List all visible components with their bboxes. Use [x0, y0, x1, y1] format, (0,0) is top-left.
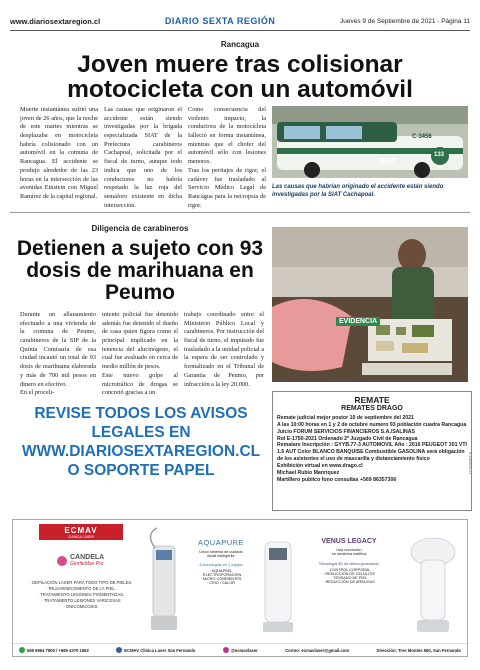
plate-text: C-3456 — [412, 134, 432, 140]
candela-logo: CANDELA GentleMax Pro — [57, 554, 104, 567]
article2-kicker: Diligencia de carabineros — [91, 224, 189, 233]
address: Dirección: Tres Montes 560, San Fernando — [376, 647, 461, 653]
site-url[interactable]: www.diariosextaregion.cl — [10, 16, 101, 26]
article2-col1: Durante un allanamiento efectuado a una vivienda de la comuna de Peumo, carabineros de la SIP de la Quinta Comisaría de esa ciudad incautó un total de 93 dosis de marihuana elaborada y más de 700 mil pesos en dinero en efectivo. En el proceli- — [20, 311, 96, 397]
remate-title: REMATE — [354, 395, 390, 405]
instagram-icon — [223, 647, 229, 653]
issue-date: Jueves 9 de Septiembre de 2021 - Página 11 — [340, 17, 470, 25]
whatsapp-contact[interactable]: 569 9964 7800 / +569 4370 1652 — [19, 647, 89, 653]
remate-line: Remate judicial mejor postor 10 de septiembre del 2021 — [277, 415, 414, 421]
email-contact[interactable]: Correo: ecmavlaser@gmail.com — [285, 647, 350, 653]
article2-col3: trabajo coordinado entre el Ministerio Público Local y carabineros. Por instrucción del fiscal de turno, el imputado fue trasladado a la unidad policial a la espera de ser controlado y formalizado en el Tribunal de Garantía de Peumo, por infracción a la ley 20.000. — [184, 311, 264, 388]
remate-line[interactable]: Exhibición virtual en www.drago.cl — [277, 463, 363, 470]
article1-col2: Las causas que originaron el accidente están siendo investigadas por la brigada especializada SIAT de la Prefectura carabineros Cachapoal, solicitada por el fiscal de turno, aunque todo indica que uno de los conductores no habría respetado la luz roja del semáforo existente en dicha intersección. — [104, 106, 182, 209]
flower-icon — [57, 556, 67, 566]
article1-caption: Las causas que habrían originado el accidente están siendo investigadas por la SIAT Cachapoal. — [272, 184, 444, 198]
page-header — [10, 14, 470, 28]
venus-machine — [405, 530, 461, 640]
facebook-icon — [116, 647, 122, 653]
candela-machine — [143, 526, 183, 638]
article1-headline: Joven muere tras colisionar motocicleta con un automóvil — [67, 51, 413, 103]
accident-photo — [272, 106, 468, 178]
masthead: DIARIO SEXTA REGIÓN — [164, 16, 276, 26]
remate-subtitle: REMATES DRAGO — [341, 405, 403, 412]
remate-line: Juicio FORUM SERVICIOS FINANCIEROS S.A./SALINAS — [277, 428, 415, 435]
aquapure-block: AQUAPURE Único sistema de cuidado facial inteligente 4 tecnologías en 1 equipo · AQUAPEEL · ELECTROPORACIÓN · MICRO CORRIENTES · CRIO / CALOR — [197, 538, 245, 585]
evidence-photo — [272, 227, 468, 382]
article1-col3: Como consecuencia del violento impacto, la conductora de la motocicleta falleció en forma instantánea, mientras que el chofer del automóvil sólo con lesiones menores. Tras los peritajes de rigor, el cadáver fue trasladado al Servicio Médico Legal de Rancagua para la necropsia de rigor. — [188, 106, 266, 209]
article1-col1: Muerte instantánea sufrió una joven de 26 años, que la noche de este martes mientras se desplazaba en motocicleta habría colisionado con un automóvil en la comuna de Rancagua. El accidente se produjo alrededor de las 23 horas en la intersección de las avenidas Einstein con Miguel Ramírez de la capital regional. — [20, 106, 98, 200]
remate-line: A las 10:00 horas en 1 y 2 de octubre numero 93 población cuadra Rancagua — [277, 421, 467, 428]
article2-headline: Detienen a sujeto con 93 dosis de marihuana en Peumo — [16, 237, 264, 305]
ad-footer — [13, 643, 467, 656]
remate-notice — [272, 391, 472, 511]
article1-kicker: Rancagua — [220, 40, 260, 49]
avisos-line-2: LEGALES EN — [91, 423, 191, 441]
instagram-contact[interactable]: @ecmavlaser — [223, 647, 258, 653]
badge-number: 133 — [434, 152, 445, 158]
remate-line: Rol E-1750-2021 Ordenado 2º Juzgado Civil de Rancagua — [277, 435, 418, 442]
avisos-line-3[interactable]: WWW.DIARIOSEXTAREGION.CL — [21, 442, 261, 460]
avisos-line-1: REVISE TODOS LOS AVISOS — [34, 405, 248, 422]
remate-code: R.1200635-21 — [468, 452, 472, 475]
legal-notices-promo — [16, 405, 266, 511]
venus-block: VENUS LEGACY Una revolución en medicina estética Tecnología 4D de última generación · CONTROL CORPORAL · REDUCCIÓN DE CELULITIS · TENSADO DE PIEL · REDUCCIÓN DE ARRUGAS — [318, 538, 380, 584]
remate-line: Rematare Inscripción : GYYB.77-3 AUTOMOVIL Año : 2016 PEUGEOT 301 VTI 1.6 AUT Color BLANCO BANQUISE Combustible GASOLINA será obligación de los asistentes el uso de mascarilla y distanciamiento físico — [277, 442, 467, 463]
remate-line: Michael Rubio Manriquez — [277, 469, 340, 476]
aquapure-machine — [257, 532, 299, 638]
candela-list: · DEPILACIÓN LÁSER PARA TODO TIPO DE PIELES. · REJUVENECIMIENTO DE LA PIEL. · TRATAMIENTO LESIONES PIGMENTADAS. · TRATAMIENTO LESIONES VARICOSAS · ONICOMICOSIS. — [29, 580, 133, 609]
whatsapp-icon — [19, 647, 25, 653]
facebook-contact[interactable]: ECMAV Clínica Laser San Fernando — [116, 647, 195, 653]
article2-col2: miento policial fue detenido además fue detenido el dueño de casa quien figura como el principal implicado en la tenencia del alucinógeno, el cual fue avaluado en cerca de medio millón de pesos. Este nuevo golpe al microtráfico de drogas se concretó gracias a un — [102, 311, 178, 397]
section-rule — [10, 212, 470, 213]
header-rule — [10, 30, 470, 31]
siat-text: SIAT — [380, 158, 396, 165]
ecmav-logo: ECMAV CLÍNICA LÁSER — [39, 524, 123, 540]
remate-line: Martillero publico fono consultas +569 86357306 — [277, 476, 397, 483]
ecmav-advertisement — [12, 519, 468, 657]
evidence-label: EVIDENCIA — [336, 317, 380, 326]
avisos-line-4: O SOPORTE PAPEL — [67, 461, 215, 479]
